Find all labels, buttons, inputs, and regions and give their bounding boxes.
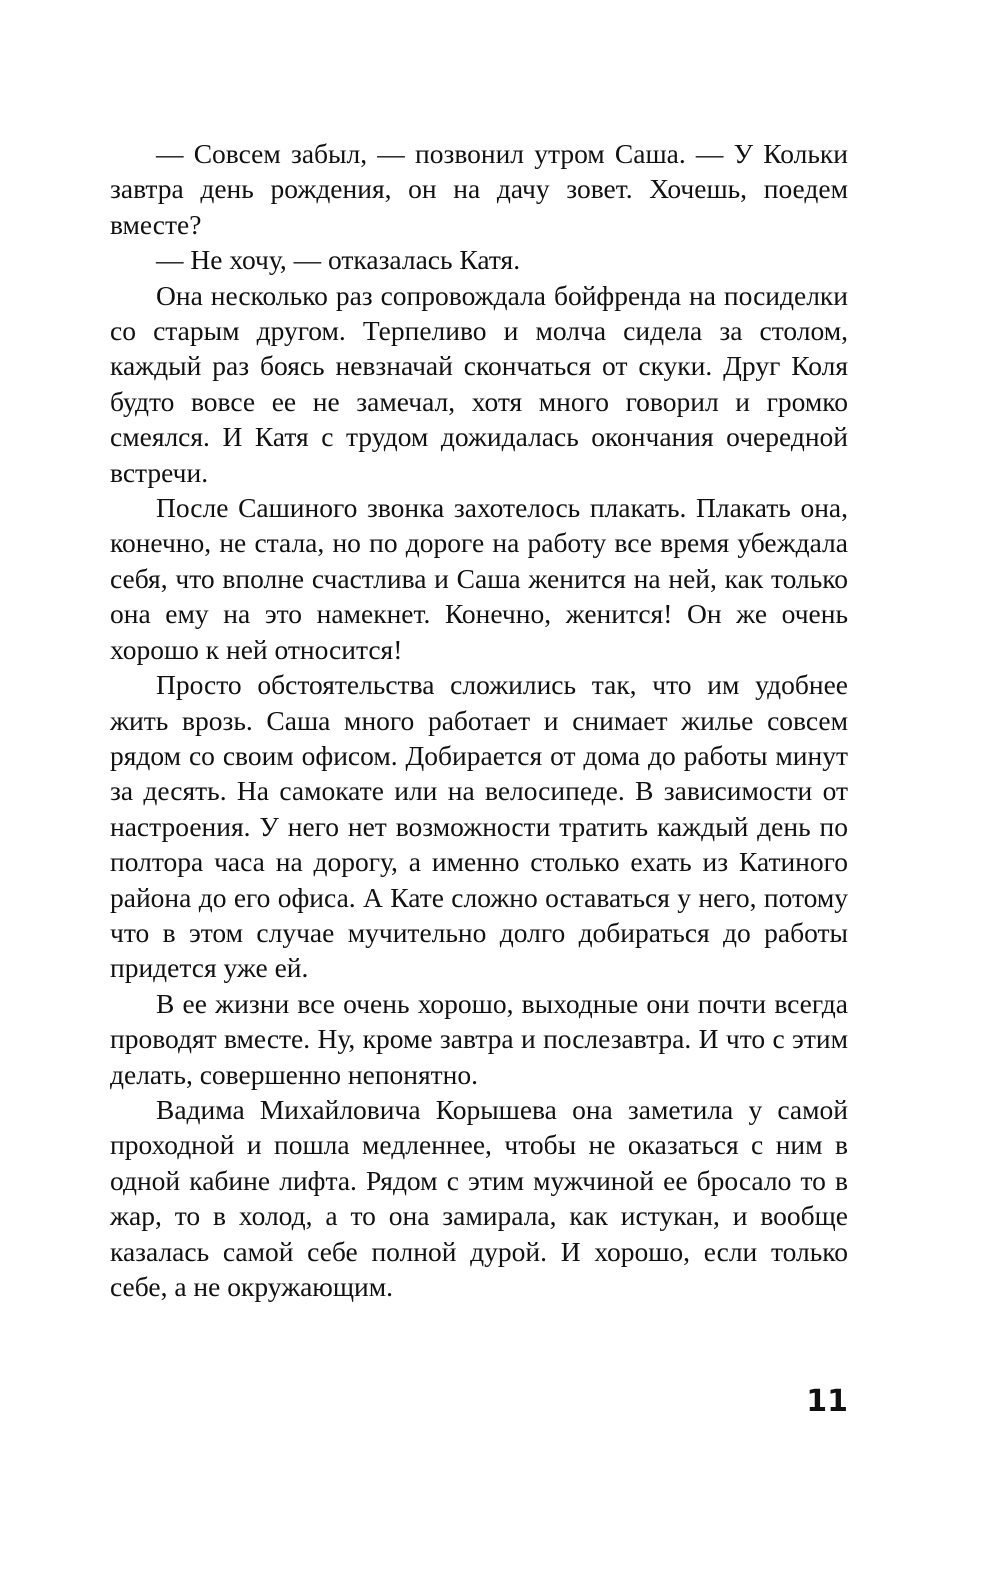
paragraph-1: — Совсем забыл, — позвонил утром Саша. — У Кольки завтра день рождения, он на дачу зовет. Хочешь, поедем вместе?: [110, 138, 848, 240]
paragraph-7: Вадима Михайловича Корышева она заметила у самой проходной и пошла медленнее, чтобы не оказаться с ним в одной кабине лифта. Рядом с этим мужчиной ее бросало то в жар, то в холод, а то она замирала, как истукан, и вообще казалась самой себе полной дурой. И хорошо, если только себе, а не окружающим.: [110, 1093, 848, 1302]
paragraph-3: Она несколько раз сопровождала бойфренда на посиделки со старым другом. Терпеливо и молча сидела за столом, каждый раз боясь невзначай скончаться от скуки. Друг Коля будто вовсе ее не замечал, хотя много говорил и громко смеялся. И Катя с трудом дожидалась окончания очередной встречи.: [110, 279, 848, 488]
paragraph-2: — Не хочу, — отказалась Катя.: [156, 244, 521, 276]
page-number: 11: [806, 1384, 848, 1419]
paragraph-5: Просто обстоятельства сложились так, что им удобнее жить врозь. Саша много работает и снимает жилье совсем рядом со своим офисом. Добирается от дома до работы минут за десять. На самокате или на велосипеде. В зависимости от настроения. У него нет возможности тратить каждый день по полтора часа на дорогу, а именно столько ехать из Катиного района до его офиса. А Кате сложно оставаться у него, потому что в этом случае мучительно долго добираться до работы придется уже ей.: [110, 669, 848, 984]
paragraph-6: В ее жизни все очень хорошо, выходные они почти всегда проводят вместе. Ну, кроме завтра и послезавтра. И что с этим делать, совершенно непонятно.: [110, 987, 848, 1090]
paragraph-4: После Сашиного звонка захотелось плакать. Плакать она, конечно, не стала, но по дороге на работу все время убеждала себя, что вполне счастлива и Саша женится на ней, как только она ему на это намекнет. Конечно, женится! Он же очень хорошо к ней относится!: [110, 492, 848, 665]
body-text: [110, 136, 848, 1304]
